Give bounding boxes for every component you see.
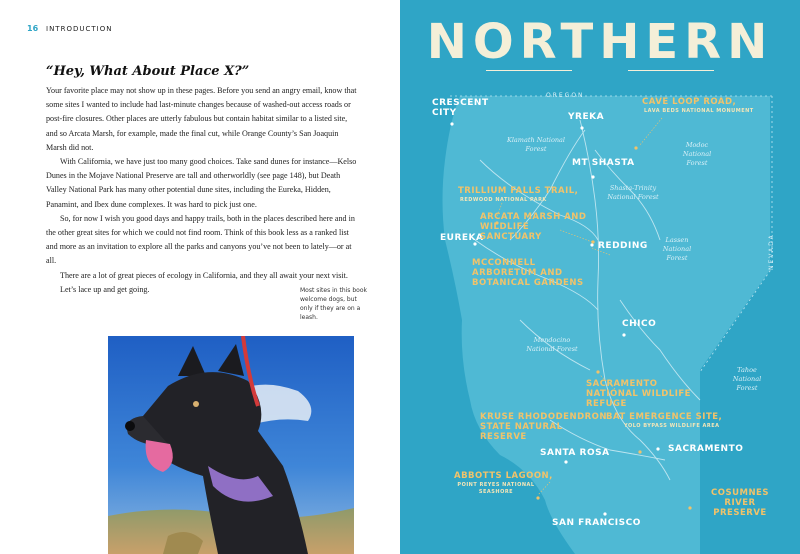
- section-header: INTRODUCTION: [46, 25, 113, 33]
- site-sacramento-refuge: SACRAMENTO NATIONAL WILDLIFE REFUGE: [586, 379, 691, 409]
- paragraph: With California, we have just too many good choices. Take sand dunes for instance—Kelso Dunes in the Mojave National Preserve are tall and otherworldly (see page 148), but Death Valley National Park has many other potential dune sites, including the Eureka, Hidden, Panamint, and Ibex dune complexes. It was hard to pick just one.: [46, 157, 357, 209]
- city-yreka: YREKA: [568, 112, 605, 122]
- dog-photo: [108, 336, 354, 554]
- city-san-francisco: SAN FRANCISCO: [552, 518, 641, 528]
- site-trillium-sub: REDWOOD NATIONAL PARK: [460, 197, 547, 203]
- photo-caption: Most sites in this book welcome dogs, but only if they are on a leash.: [300, 287, 367, 321]
- site-bat-sub: YOLO BYPASS WILDLIFE AREA: [624, 423, 720, 429]
- border-label-nevada: NEVADA: [768, 233, 775, 270]
- site-arcata-marsh: ARCATA MARSH AND WILDLIFE SANCTUARY: [480, 212, 587, 242]
- site-cave-loop-road: CAVE LOOP ROAD,: [642, 97, 737, 107]
- city-mt-shasta: MT SHASTA: [572, 158, 635, 168]
- forest-lassen: Lassen National Forest: [662, 236, 692, 262]
- forest-mendocino: Mendocino National Forest: [526, 336, 578, 353]
- forest-modoc: Modoc National Forest: [682, 141, 712, 167]
- site-bat-emergence: BAT EMERGENCE SITE,: [606, 412, 723, 422]
- paragraph: Let’s lace up and get going.: [60, 284, 150, 294]
- city-santa-rosa: SANTA ROSA: [540, 448, 610, 458]
- forest-shasta-trinity: Shasta-Trinity National Forest: [607, 184, 659, 201]
- city-sacramento: SACRAMENTO: [668, 444, 744, 454]
- site-cosumnes: COSUMNES RIVER PRESERVE: [711, 488, 769, 518]
- city-eureka: EUREKA: [440, 233, 484, 243]
- sidebar-heading: “Hey, What About Place X?”: [46, 64, 250, 79]
- title-rule-right: [628, 70, 714, 71]
- map-title: NORTHERN: [426, 14, 774, 70]
- site-trillium-falls: TRILLIUM FALLS TRAIL,: [458, 186, 579, 196]
- site-kruse: KRUSE RHODODENDRON STATE NATURAL RESERVE: [480, 412, 608, 442]
- map-page: [400, 0, 800, 554]
- paragraph: Your favorite place may not show up in these pages. Before you send an angry email, know that some sites I wanted to include had last-minute changes because of washed-out access roads or post-fire closures. Other places are utterly fabulous but contain habitat similar to a listed site, and so Arcata Marsh, for example, made the final cut, while Orange County’s San Joaquin Marsh did not.: [46, 86, 357, 152]
- site-abbotts-sub: POINT REYES NATIONAL SEASHORE: [457, 482, 535, 495]
- forest-tahoe: Tahoe National Forest: [732, 366, 762, 392]
- forest-klamath: Klamath National Forest: [506, 136, 566, 153]
- city-crescent-city: CRESCENT CITY: [432, 98, 489, 118]
- paragraph: So, for now I wish you good days and happy trails, both in the places described here and in the other great sites for which we could not find room. Think of this book less as a ranked list and more as an invitation to explore all the parks and canyons you’ve not been to lately—or at all.: [46, 213, 355, 266]
- border-label-oregon: OREGON: [546, 92, 585, 99]
- city-chico: CHICO: [622, 319, 657, 329]
- paragraph: There are a lot of great pieces of ecology in California, and they all await your next visit.: [60, 270, 348, 280]
- title-rule-left: [486, 70, 572, 71]
- page-number: 16: [27, 24, 39, 33]
- city-redding: REDDING: [598, 241, 648, 251]
- site-cave-loop-sub: LAVA BEDS NATIONAL MONUMENT: [644, 108, 754, 114]
- body-text: [46, 84, 358, 297]
- site-mcconnell: MCCONNELL ARBORETUM AND BOTANICAL GARDENS: [472, 258, 584, 288]
- site-abbotts-lagoon: ABBOTTS LAGOON,: [454, 471, 553, 481]
